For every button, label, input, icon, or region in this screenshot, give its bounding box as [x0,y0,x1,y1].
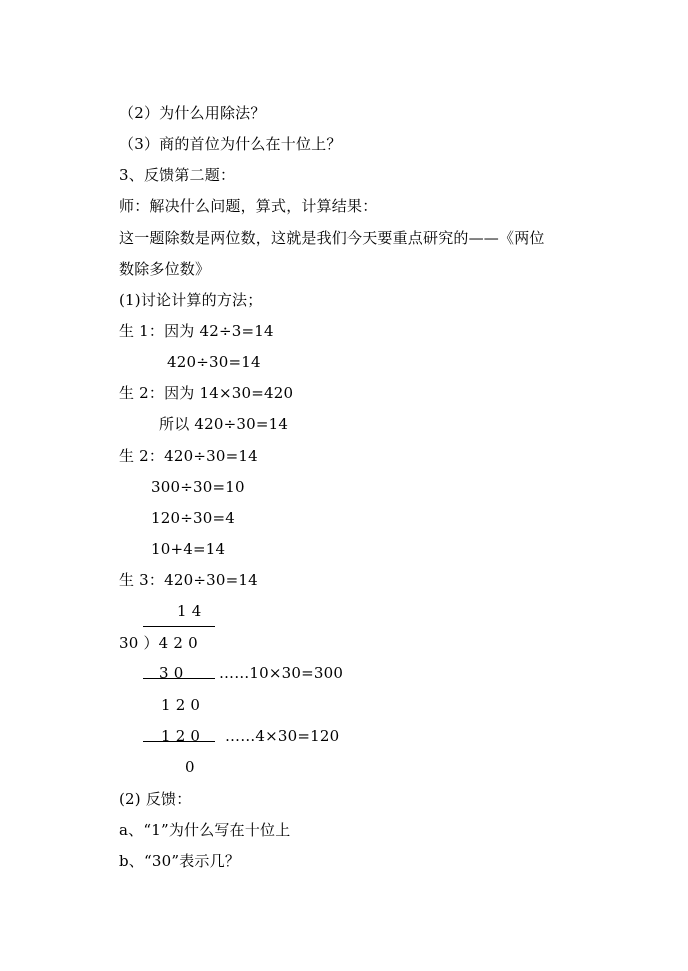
student-2b-line-3: 120÷30=4 [151,509,235,527]
student-1-line-2: 420÷30=14 [167,353,261,371]
student-2b-line-2: 300÷30=10 [151,478,245,496]
division-subtract-2: 1 2 0 [161,727,201,745]
division-quotient: 1 4 [177,602,202,620]
teacher-line: 师：解决什么问题，算式，计算结果： [119,197,378,215]
feedback-item-a: a、“1”为什么写在十位上 [119,821,291,839]
question-2: （2）为什么用除法？ [119,104,266,122]
division-note-1: ……10×30=300 [219,664,344,682]
student-2b-line-1: 生 2：420÷30=14 [119,447,258,465]
feedback-item-b: b、“30”表示几？ [119,852,241,870]
student-3-line: 生 3：420÷30=14 [119,571,258,589]
division-subtract-2-line [143,741,215,742]
division-final-remainder: 0 [185,758,195,776]
division-subtract-1: 3 0 [159,664,184,682]
division-bar [143,626,215,627]
intro-line-1: 这一题除数是两位数，这就是我们今天要重点研究的——《两位 [119,229,545,247]
division-subtract-1-line [143,678,215,679]
division-note-2: ……4×30=120 [225,727,340,745]
student-2b-line-4: 10+4=14 [151,540,226,558]
division-remainder-1: 1 2 0 [161,696,201,714]
student-2-line-2: 所以 420÷30=14 [159,415,289,433]
feedback-heading: 3、反馈第二题： [119,166,236,184]
discuss-heading: (1)讨论计算的方法； [119,291,263,309]
student-1-line-1: 生 1：因为 42÷3=14 [119,322,274,340]
feedback-2-heading: (2) 反馈： [119,790,192,808]
division-dividend-row: 30 ）4 2 0 [119,634,198,652]
student-2-line-1: 生 2：因为 14×30=420 [119,384,294,402]
intro-line-2: 数除多位数》 [119,260,211,278]
question-3: （3）商的首位为什么在十位上？ [119,135,342,153]
